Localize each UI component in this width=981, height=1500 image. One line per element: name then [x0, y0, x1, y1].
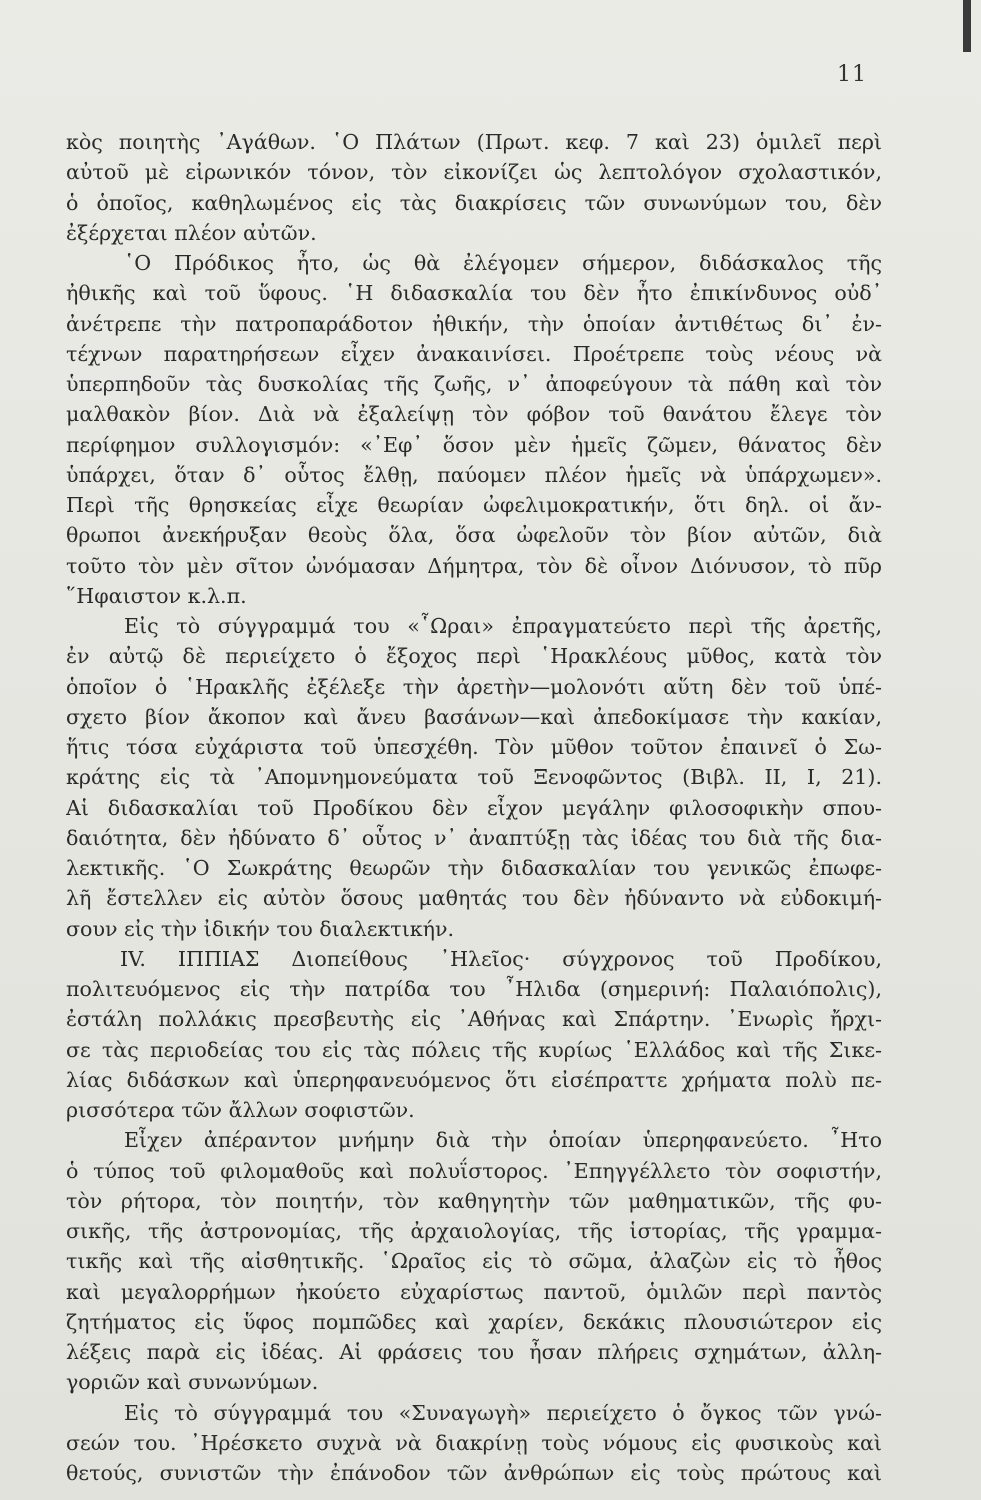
text-line: ἐστάλη πολλάκις πρεσβευτὴς εἰς ᾿Αθήνας καὶ Σπάρτην. ᾿Ενωρὶς ἤρχι- [66, 1007, 882, 1032]
text-line: ὑπάρχει, ὅταν δ᾿ οὗτος ἔλθῃ, παύομεν πλέον ἡμεῖς νὰ ὑπάρχωμεν». [66, 462, 882, 487]
text-line: ῾Ο Πρόδικος ἦτο, ὡς θὰ ἐλέγομεν σήμερον, διδάσκαλος τῆς [124, 251, 882, 275]
text-line: ἥτις τόσα εὐχάριστα τοῦ ὑπεσχέθη. Τὸν μῦθον τοῦτον ἐπαινεῖ ὁ Σω- [66, 735, 882, 759]
text-line: ἀνέτρεπε τὴν πατροπαράδοτον ἠθικήν, τὴν ὁποίαν ἀντιθέτως δι᾿ ἐν- [66, 311, 882, 336]
text-line: τὸν ρήτορα, τὸν ποιητήν, τὸν καθηγητὴν τῶν μαθηματικῶν, τῆς φυ- [66, 1188, 882, 1213]
text-line: Εἶχεν ἀπέραντον μνήμην διὰ τὴν ὁποίαν ὑπερηφανεύετο. ῏Ητο [124, 1128, 882, 1153]
text-line: κὸς ποιητὴς ᾿Αγάθων. ῾Ο Πλάτων (Πρωτ. κεφ. 7 καὶ 23) ὁμιλεῖ περὶ [66, 130, 882, 154]
text-line: αὐτοῦ μὲ εἰρωνικόν τόνον, τὸν εἰκονίζει ὡς λεπτολόγον σχολαστικόν, [66, 160, 882, 185]
text-line: Εἰς τὸ σύγγραμμά του «῟Ωραι» ἐπραγματεύετο περὶ τῆς ἀρετῆς, [124, 614, 882, 638]
text-line: σε τὰς περιοδείας του εἰς τὰς πόλεις τῆς κυρίως ῾Ελλάδος καὶ τῆς Σικε- [66, 1037, 882, 1062]
text-line: ὁποῖον ὁ ῾Ηρακλῆς ἐξέλεξε τὴν ἀρετὴν—μολονότι αὕτη δὲν τοῦ ὑπέ- [66, 674, 882, 699]
text-line: λῆ ἔστελλεν εἰς αὐτὸν ὅσους μαθητάς του δὲν ἠδύναντο νὰ εὐδοκιμή- [66, 886, 882, 911]
text-line: λίας διδάσκων καὶ ὑπερηφανευόμενος ὅτι εἰσέπραττε χρήματα πολὺ πε- [66, 1067, 882, 1092]
text-line: σικῆς, τῆς ἀστρονομίας, τῆς ἀρχαιολογίας, τῆς ἱστορίας, τῆς γραμμα- [66, 1219, 882, 1243]
text-line: τοῦτο τὸν μὲν σῖτον ὠνόμασαν Δήμητρα, τὸν δὲ οἶνον Διόνυσον, τὸ πῦρ [66, 553, 882, 578]
page-edge-shadow [963, 0, 971, 52]
page-number: 11 [837, 62, 867, 87]
text-line: ὁ ὁποῖος, καθηλωμένος εἰς τὰς διακρίσεις τῶν συνωνύμων του, δὲν [66, 190, 882, 215]
text-line: λεκτικῆς. ῾Ο Σωκράτης θεωρῶν τὴν διδασκαλίαν του γενικῶς ἐπωφε- [66, 856, 882, 880]
text-line: ἠθικῆς καὶ τοῦ ὕφους. ῾Η διδασκαλία του δὲν ἦτο ἐπικίνδυνος οὐδ᾿ [66, 281, 882, 306]
text-line: τικῆς καὶ τῆς αἰσθητικῆς. ῾Ωραῖος εἰς τὸ σῶμα, ἀλαζὼν εἰς τὸ ἦθος [66, 1249, 882, 1274]
text-line: σουν εἰς τὴν ἰδικήν του διαλεκτικήν. [66, 916, 455, 941]
text-line: ἐν αὐτῷ δὲ περιείχετο ὁ ἔξοχος περὶ ῾Ηρακλέους μῦθος, κατὰ τὸν [66, 644, 882, 669]
text-line: θετούς, συνιστῶν τὴν ἐπάνοδον τῶν ἀνθρώπων εἰς τοὺς πρώτους καὶ [66, 1461, 882, 1485]
text-line: πολιτευόμενος εἰς τὴν πατρίδα του ῏Ηλιδα (σημερινή: Παλαιόπολις), [66, 977, 882, 1001]
text-line: γοριῶν καὶ συνωνύμων. [66, 1370, 319, 1395]
text-line: λέξεις παρὰ εἰς ἰδέας. Αἱ φράσεις του ἦσαν πλήρεις σχημάτων, ἀλλη- [66, 1340, 882, 1364]
body-text [66, 127, 882, 1488]
text-line: ὑπερπηδοῦν τὰς δυσκολίας τῆς ζωῆς, ν᾿ ἀποφεύγουν τὰ πάθη καὶ τὸν [66, 372, 882, 396]
text-line: ἐξέρχεται πλέον αὐτῶν. [66, 220, 317, 245]
text-line: δαιότητα, δὲν ἠδύνατο δ᾿ οὗτος ν᾿ ἀναπτύξῃ τὰς ἰδέας του διὰ τῆς δια- [66, 825, 882, 850]
text-line: ὁ τύπος τοῦ φιλομαθοῦς καὶ πολυΐστορος. ᾿Επηγγέλλετο τὸν σοφιστήν, [66, 1158, 882, 1183]
text-line: ζητήματος εἰς ὕφος πομπῶδες καὶ χαρίεν, δεκάκις πλουσιώτερον εἰς [66, 1309, 882, 1334]
text-line: Περὶ τῆς θρησκείας εἶχε θεωρίαν ὠφελιμοκρατικήν, ὅτι δηλ. οἱ ἄν- [66, 493, 882, 517]
text-line: μαλθακὸν βίον. Διὰ νὰ ἐξαλείψῃ τὸν φόβον τοῦ θανάτου ἔλεγε τὸν [66, 402, 882, 427]
text-line: IV. ΙΠΠΙΑΣ Διοπείθους ᾿Ηλεῖος· σύγχρονος τοῦ Προδίκου, [120, 946, 882, 971]
text-line: σχετο βίον ἄκοπον καὶ ἄνευ βασάνων—καὶ ἀπεδοκίμασε τὴν κακίαν, [66, 704, 882, 729]
text-line: θρωποι ἀνεκήρυξαν θεοὺς ὅλα, ὅσα ὠφελοῦν τὸν βίον αὐτῶν, διὰ [66, 523, 882, 548]
text-line: τέχνων παρατηρήσεων εἶχεν ἀνακαινίσει. Προέτρεπε τοὺς νέους νὰ [66, 341, 882, 366]
text-line: κράτης εἰς τὰ ᾿Απομνημονεύματα τοῦ Ξενοφῶντος (Βιβλ. ΙΙ, Ι, 21). [66, 765, 882, 790]
text-line: ρισσότερα τῶν ἄλλων σοφιστῶν. [66, 1098, 415, 1122]
text-line: Αἱ διδασκαλίαι τοῦ Προδίκου δὲν εἶχον μεγάλην φιλοσοφικὴν σπου- [66, 795, 882, 820]
text-line: καὶ μεγαλορρήμων ἠκούετο εὐχαρίστως παντοῦ, ὁμιλῶν περὶ παντὸς [66, 1279, 882, 1304]
text-line: σεών του. ᾿Ηρέσκετο συχνὰ νὰ διακρίνῃ τοὺς νόμους εἰς φυσικοὺς καὶ [66, 1430, 882, 1455]
text-line: περίφημον συλλογισμόν: «᾿Εφ᾿ ὅσον μὲν ἡμεῖς ζῶμεν, θάνατος δὲν [66, 432, 882, 457]
text-line: Εἰς τὸ σύγγραμμά του «Συναγωγὴ» περιείχετο ὁ ὄγκος τῶν γνώ- [124, 1400, 882, 1425]
text-line: ῞Ηφαιστον κ.λ.π. [66, 583, 247, 608]
